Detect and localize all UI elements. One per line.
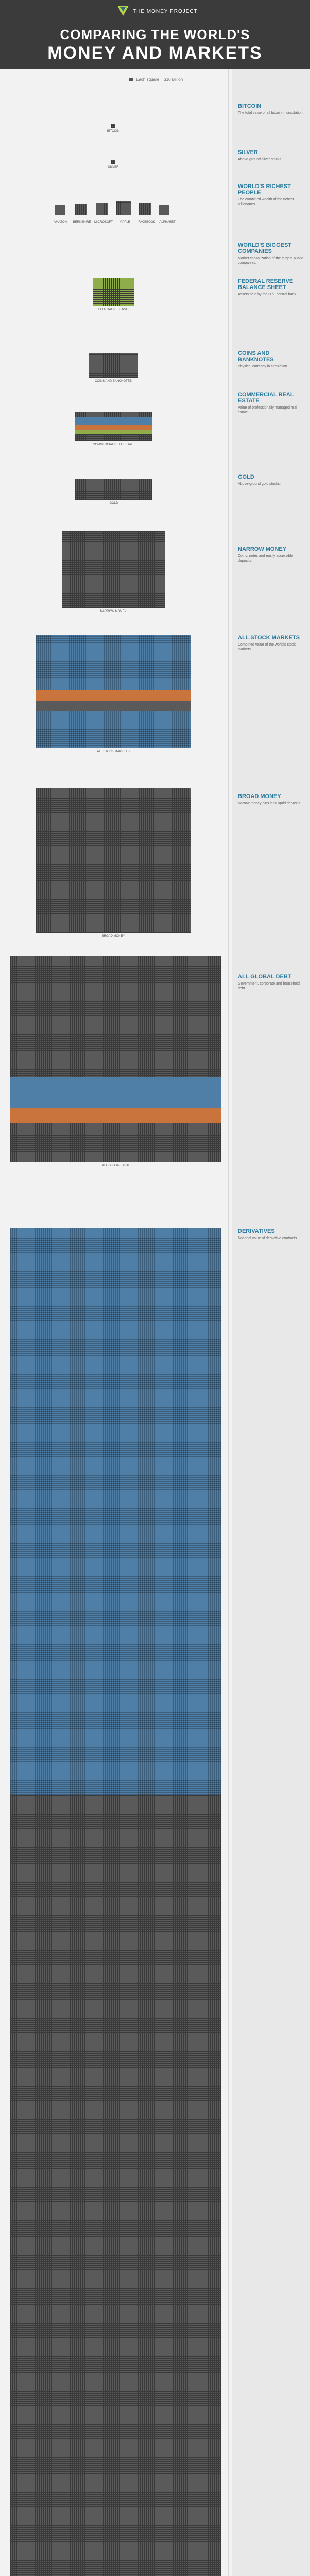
section-silver: SILVER Above-ground silver stocks. <box>238 149 282 161</box>
section-coins: COINS AND BANKNOTES Physical currency in circulation. <box>238 350 288 368</box>
section-richest: WORLD'S RICHEST PEOPLE The combined wealth of the richest billionaires. <box>238 183 294 206</box>
derivatives-blue-block <box>10 1228 221 1795</box>
section-debt: ALL GLOBAL DEBT Government, corporate and household debt. <box>238 974 300 990</box>
company-block <box>55 205 65 215</box>
company-block <box>96 203 108 215</box>
section-narrow: NARROW MONEY Coins, notes and easily accessible deposits. <box>238 546 294 563</box>
caption-gold: GOLD <box>109 502 118 505</box>
gold-block <box>75 479 152 500</box>
caption-real-estate: COMMERCIAL REAL ESTATE <box>93 443 135 446</box>
brand-text: THE MONEY PROJECT <box>133 8 198 14</box>
right-panel <box>232 69 310 2576</box>
caption-coins: COINS AND BANKNOTES <box>95 380 132 383</box>
caption-broad: BROAD MONEY <box>101 935 125 938</box>
silver-block <box>111 160 115 164</box>
global-debt-block <box>10 956 221 1162</box>
caption-company: FACEBOOK <box>138 221 156 224</box>
caption-fed: FEDERAL RESERVE <box>98 308 128 311</box>
real-estate-band <box>75 417 152 425</box>
title-bottom: MONEY AND MARKETS <box>47 43 263 63</box>
header <box>0 0 310 69</box>
caption-bitcoin: BITCOIN <box>107 130 120 133</box>
money-project-logo-icon <box>117 6 129 17</box>
caption-company: MICROSOFT <box>94 221 113 224</box>
fed-block <box>93 278 134 306</box>
bitcoin-block <box>111 124 115 128</box>
companies-row <box>51 198 175 218</box>
section-broad: BROAD MONEY Narrow money plus less liquid deposits. <box>238 793 301 805</box>
broad-money-block <box>36 788 191 933</box>
section-bitcoin: BITCOIN The total value of all bitcoin in circulation. <box>238 103 304 115</box>
debt-band-blue <box>10 1077 221 1108</box>
caption-company: ALPHABET <box>159 221 176 224</box>
company-block <box>75 204 87 215</box>
company-block <box>159 205 169 215</box>
coins-block <box>89 353 138 378</box>
stock-band-grey <box>36 701 191 711</box>
section-fed: FEDERAL RESERVE BALANCE SHEET Assets held by the U.S. central bank. <box>238 278 297 296</box>
caption-silver: SILVER <box>108 166 119 169</box>
brand <box>117 5 198 18</box>
debt-band-orange <box>10 1108 221 1123</box>
section-gold: GOLD Above-ground gold stocks. <box>238 474 281 486</box>
section-real-estate: COMMERCIAL REAL ESTATE Value of professionally managed real estate. <box>238 392 297 414</box>
company-block <box>139 203 151 215</box>
caption-company: BERKSHIRE <box>73 221 91 224</box>
narrow-money-block <box>62 531 165 608</box>
company-block <box>116 201 131 215</box>
caption-debt: ALL GLOBAL DEBT <box>102 1164 130 1167</box>
divider <box>228 69 229 2576</box>
derivatives-grey-block <box>10 1795 221 2576</box>
real-estate-band <box>75 430 152 434</box>
real-estate-band <box>75 425 152 430</box>
legend-text: Each square = $10 Billion <box>136 77 183 82</box>
caption-narrow: NARROW MONEY <box>100 610 127 613</box>
section-stocks: ALL STOCK MARKETS Combined value of the world's stock markets. <box>238 635 300 651</box>
caption-stocks: ALL STOCK MARKETS <box>97 750 130 753</box>
stock-band-orange <box>36 690 191 701</box>
section-derivatives: DERIVATIVES Notional value of derivative contracts. <box>238 1228 298 1240</box>
title-top: COMPARING THE WORLD'S <box>60 27 250 42</box>
caption-company: AMAZON <box>54 221 67 224</box>
caption-company: APPLE <box>120 221 130 224</box>
section-companies: WORLD'S BIGGEST COMPANIES Market capitalization of the largest public companies. <box>238 242 303 265</box>
legend-square-icon <box>129 78 133 81</box>
